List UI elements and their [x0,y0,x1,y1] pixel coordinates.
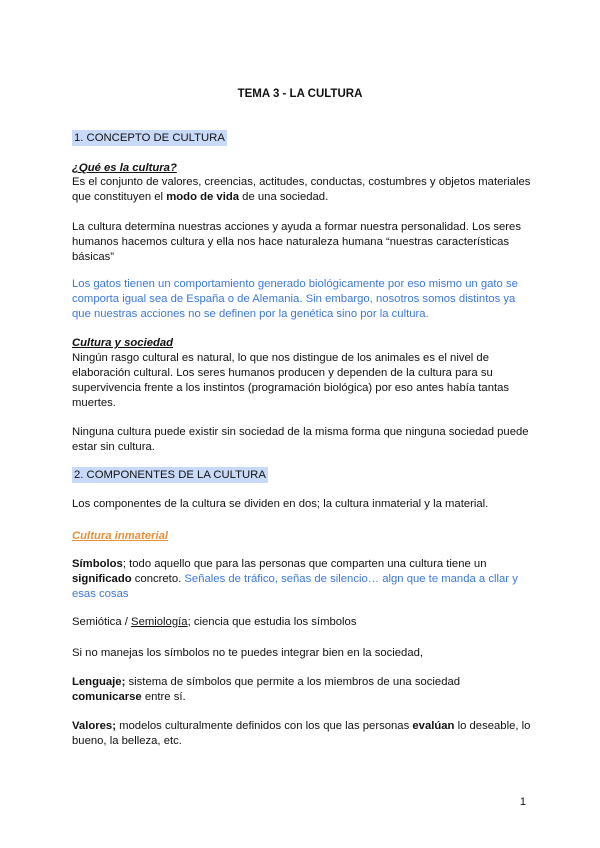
semiotics-line: Semiótica / Semiología; ciencia que estudia los símbolos [72,616,357,628]
culture-paragraph: La cultura determina nuestras acciones y ayuda a formar nuestra personalidad. Los seres humanos hacemos cultura y ella nos hace naturaleza humana “nuestras características básicas” [72,221,521,263]
symbols-integration-line: Si no manejas los símbolos no te puedes integrar bien en la sociedad, [72,647,424,659]
section-2-heading: 2. COMPONENTES DE LA CULTURA [74,469,266,481]
symbols-paragraph: Símbolos; todo aquello que para las personas que comparten una cultura tiene un significado concreto. Señales de tráfico, señas de silencio… algn que te manda a cllar y esas cosas [72,558,518,600]
culture-definition: Es el conjunto de valores, creencias, actitudes, conductas, costumbres y objetos materiales que constituyen el modo de vida de una sociedad. [72,176,531,203]
culture-society-paragraph: Ningún rasgo cultural es natural, lo que nos distingue de los animales es el nivel de elaboración cultural. Los seres humanos producen y dependen de la cultura para su supervivencia frente a los instintos (programación biológica) por eso antes había tantas muertes. [72,352,510,409]
page-number: 1 [519,796,526,808]
immaterial-culture-heading: Cultura inmaterial [72,530,169,542]
what-is-culture-heading: ¿Qué es la cultura? [72,162,177,174]
document-title: TEMA 3 - LA CULTURA [237,88,363,100]
language-paragraph: Lenguaje; sistema de símbolos que permite a los miembros de una sociedad comunicarse entre sí. [72,676,461,703]
culture-society-paragraph-2: Ninguna cultura puede existir sin sociedad de la misma forma que ninguna sociedad puede estar sin cultura. [72,426,529,453]
values-paragraph: Valores; modelos culturalmente definidos con los que las personas evalúan lo deseable, lo bueno, la belleza, etc. [72,720,531,747]
culture-society-heading: Cultura y sociedad [72,337,174,349]
components-intro: Los componentes de la cultura se dividen en dos; la cultura inmaterial y la material. [72,498,489,510]
cats-example-paragraph: Los gatos tienen un comportamiento generado biológicamente por eso mismo un gato se comporta igual sea de España o de Alemania. Sin embargo, nosotros somos distintos ya que nuestras acciones no se definen por la genética sino por la cultura. [72,278,518,320]
section-1-heading: 1. CONCEPTO DE CULTURA [74,132,225,144]
